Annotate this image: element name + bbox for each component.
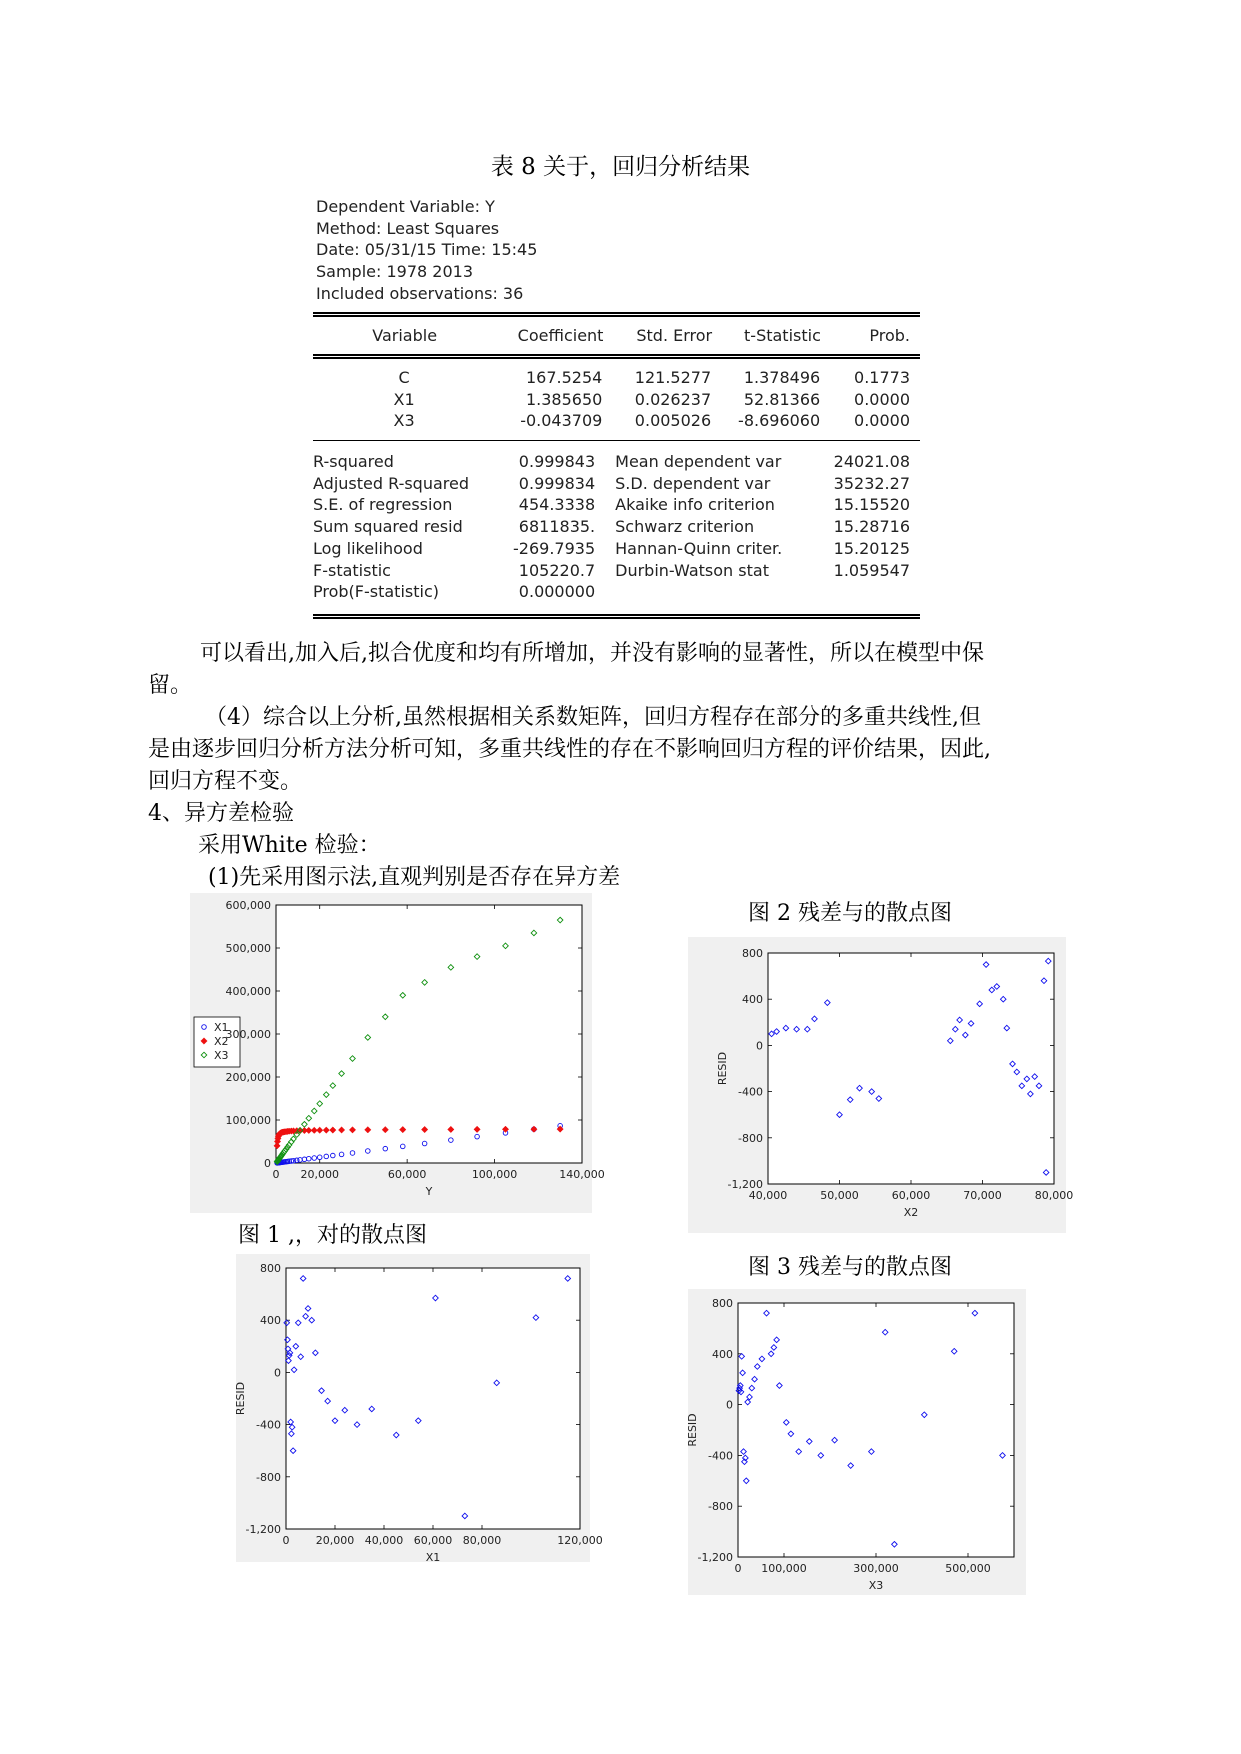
table-row (313, 516, 920, 538)
paragraph-line: （4）综合以上分析,虽然根据相关系数矩阵，回归方程存在部分的多重共线性,但 (205, 705, 981, 730)
stat-value: 6811835. (518, 517, 596, 537)
stat-label: Adjusted R-squared (313, 473, 470, 493)
std-error-value: 0.005026 (634, 411, 712, 431)
y-tick-label: 800 (712, 1297, 733, 1310)
x-tick-label: 100,000 (761, 1562, 807, 1575)
prob-value: 0.1773 (854, 368, 910, 387)
table-row (313, 494, 920, 516)
paragraph-line: 留。 (148, 673, 193, 698)
legend-entry: X3 (214, 1049, 229, 1062)
y-tick-label: 400 (260, 1314, 281, 1328)
stat-value: 0.999834 (518, 473, 596, 493)
y-tick-label: 0 (274, 1366, 281, 1380)
paragraph-line: 可以看出,加入后,拟合优度和均有所增加，并没有影响的显著性，所以在模型中保 (200, 641, 984, 666)
stat-label: Schwarz criterion (615, 517, 755, 537)
coefficient-table (313, 367, 920, 432)
prob-value: 0.0000 (854, 411, 910, 431)
x-tick-label: 0 (734, 1562, 742, 1575)
scatter-chart-resid-x2 (688, 937, 1074, 1233)
variable-name: X3 (393, 411, 415, 431)
x-axis-label: X3 (868, 1579, 884, 1592)
stat-label: Hannan-Quinn criter. (615, 538, 783, 558)
stat-value: 24021.08 (833, 452, 910, 471)
y-tick-label: 300,000 (225, 1028, 271, 1041)
stats-table (313, 451, 920, 603)
x-tick-label: 120,000 (557, 1534, 603, 1547)
prob-value: 0.0000 (854, 389, 910, 409)
paragraph-line: 是由逐步回归分析方法分析可知，多重共线性的存在不影响回归方程的评价结果，因此, (148, 737, 991, 762)
header-method: Method: Least Squares (316, 218, 500, 238)
plot-area (768, 953, 1054, 1184)
x-tick-label: 20,000 (300, 1168, 339, 1181)
column-header-row (313, 325, 920, 347)
stat-value (822, 581, 920, 603)
scatter-chart-resid-x3 (688, 1289, 1026, 1595)
stat-value: 15.28716 (833, 517, 910, 537)
x-tick-label: 0 (282, 1534, 290, 1547)
x-axis-label: X1 (425, 1551, 441, 1564)
std-error-value: 121.5277 (634, 368, 712, 387)
legend-entry: X1 (214, 1021, 229, 1034)
paragraph-line: 回归方程不变。 (148, 769, 303, 794)
y-tick-label: -1,200 (245, 1523, 281, 1536)
coefficient-value: -0.043709 (520, 411, 603, 431)
y-axis-label: RESID (686, 1413, 699, 1447)
x-tick-label: 80,000 (1034, 1189, 1074, 1202)
stat-value: 0.000000 (518, 582, 596, 602)
variable-name: X1 (393, 389, 415, 409)
y-tick-label: -400 (708, 1449, 733, 1463)
section-heading: 4、异方差检验 (148, 801, 294, 826)
stat-value: 15.15520 (833, 495, 910, 515)
t-statistic-value: 52.81366 (743, 389, 821, 409)
y-tick-label: 400 (742, 993, 763, 1007)
x-tick-label: 60,000 (891, 1189, 931, 1202)
x-tick-label: 140,000 (559, 1168, 605, 1181)
plot-area (738, 1303, 1014, 1557)
y-tick-label: -800 (738, 1131, 763, 1145)
coefficient-value: 167.5254 (525, 368, 603, 387)
y-tick-label: -800 (256, 1470, 281, 1484)
y-tick-label: -1,200 (727, 1178, 763, 1191)
header-observations: Included observations: 36 (316, 283, 524, 303)
table-row (313, 451, 920, 473)
y-tick-label: 100,000 (225, 1114, 271, 1127)
stat-value: -269.7935 (513, 538, 596, 558)
figure-caption: 图 1 ,，对的散点图 (238, 1223, 427, 1248)
chart-legend (194, 1017, 240, 1067)
table-row (313, 581, 920, 603)
header-date: Date: 05/31/15 Time: 15:45 (316, 240, 538, 260)
stat-value: 35232.27 (833, 473, 910, 493)
table-row (313, 410, 920, 432)
variable-name: C (398, 368, 410, 387)
scatter-chart-resid-x2-svg (688, 937, 1074, 1233)
table-row (313, 367, 920, 389)
paragraph-line: 采用White 检验： (198, 833, 381, 858)
stat-label: F-statistic (313, 560, 391, 580)
x-tick-label: 500,000 (945, 1562, 991, 1575)
column-header: t-Statistic (744, 326, 821, 345)
stat-label: S.D. dependent var (615, 473, 771, 493)
scatter-chart-resid-x3-svg (688, 1289, 1026, 1595)
stat-label: Mean dependent var (615, 452, 782, 471)
stat-value: 1.059547 (833, 560, 910, 580)
x-tick-label: 60,000 (387, 1168, 427, 1181)
stat-value: 0.999843 (518, 452, 596, 471)
stats-rule (313, 440, 920, 441)
y-tick-label: -1,200 (697, 1551, 733, 1564)
y-tick-label: 400,000 (225, 985, 271, 998)
x-tick-label: 50,000 (820, 1189, 859, 1202)
stat-value: 105220.7 (518, 560, 596, 580)
header-dependent-variable: Dependent Variable: Y (316, 197, 495, 216)
stat-label: Akaike info criterion (615, 495, 775, 515)
y-tick-label: 400 (712, 1347, 733, 1361)
std-error-value: 0.026237 (634, 389, 712, 409)
y-tick-label: 0 (726, 1398, 733, 1412)
y-tick-label: -400 (256, 1418, 281, 1432)
scatter-chart-resid-x1 (234, 1254, 603, 1564)
y-tick-label: -400 (738, 1085, 763, 1099)
stat-label (595, 581, 822, 603)
x-axis-label: Y (425, 1185, 433, 1198)
x-tick-label: 40,000 (364, 1534, 404, 1547)
x-tick-label: 100,000 (471, 1168, 518, 1181)
plot-area (276, 905, 582, 1163)
stat-label: Sum squared resid (313, 517, 463, 537)
stat-value: 15.20125 (833, 538, 910, 558)
column-header: Coefficient (517, 326, 604, 345)
y-tick-label: 800 (742, 947, 763, 960)
y-axis-label: RESID (234, 1381, 247, 1416)
x-tick-label: 60,000 (413, 1534, 453, 1547)
plot-area (286, 1268, 580, 1529)
table-row (313, 538, 920, 560)
y-tick-label: 0 (756, 1039, 763, 1053)
y-axis-label: RESID (716, 1051, 729, 1086)
scatter-chart-y-svg (190, 893, 605, 1213)
stat-label: Prob(F-statistic) (313, 582, 439, 602)
x-tick-label: 70,000 (963, 1189, 1002, 1202)
scatter-chart-y (190, 893, 605, 1213)
table-row (313, 389, 920, 411)
table-row (313, 560, 920, 582)
stat-label: S.E. of regression (313, 495, 453, 515)
y-tick-label: 600,000 (225, 899, 271, 912)
figure-caption: 图 3 残差与的散点图 (748, 1255, 952, 1280)
y-tick-label: 0 (264, 1157, 271, 1170)
x-tick-label: 300,000 (853, 1562, 899, 1575)
coefficient-value: 1.385650 (525, 389, 603, 409)
table-bottom-rule (313, 614, 920, 619)
legend-entry: X2 (214, 1035, 229, 1048)
x-tick-label: 40,000 (748, 1189, 788, 1202)
column-header: Variable (372, 326, 438, 345)
y-tick-label: 200,000 (225, 1071, 271, 1084)
stat-value: 454.3338 (518, 495, 596, 515)
t-statistic-value: -8.696060 (738, 411, 821, 431)
x-axis-label: X2 (903, 1206, 919, 1219)
x-tick-label: 20,000 (315, 1534, 355, 1547)
header-sample: Sample: 1978 2013 (316, 262, 473, 282)
header-rule (313, 354, 920, 359)
column-header: Prob. (869, 326, 910, 345)
x-tick-label: 0 (272, 1168, 280, 1181)
scatter-chart-resid-x1-svg (234, 1254, 603, 1564)
figure-caption: 图 2 残差与的散点图 (748, 901, 952, 926)
t-statistic-value: 1.378496 (743, 368, 821, 387)
y-tick-label: 500,000 (225, 942, 271, 955)
y-tick-label: -800 (708, 1500, 733, 1514)
table-top-rule (313, 312, 920, 317)
column-header: Std. Error (636, 326, 713, 345)
table-row (313, 473, 920, 495)
table-title: 表 8 关于，回归分析结果 (490, 154, 751, 180)
paragraph-line: (1)先采用图示法,直观判别是否存在异方差 (208, 865, 621, 890)
y-tick-label: 800 (260, 1262, 281, 1275)
stat-label: Log likelihood (313, 538, 423, 558)
regression-header (316, 196, 537, 304)
stat-label: R-squared (313, 452, 394, 471)
x-tick-label: 80,000 (462, 1534, 502, 1547)
stat-label: Durbin-Watson stat (615, 560, 769, 580)
